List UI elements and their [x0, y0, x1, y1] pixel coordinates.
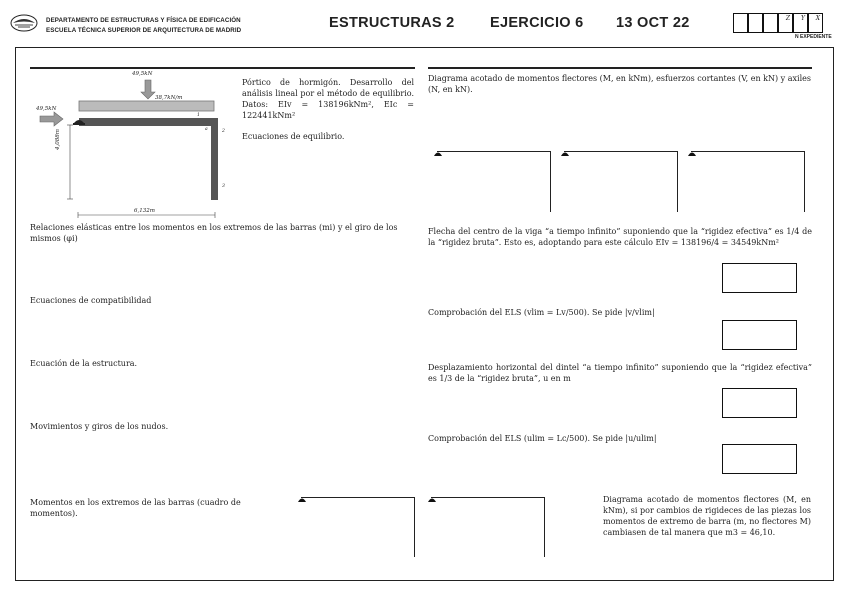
node-2-label: 2	[222, 129, 225, 134]
course-title: ESTRUCTURAS 2	[329, 15, 455, 31]
dept-line-2: ESCUELA TÉCNICA SUPERIOR DE ARQUITECTURA DE MADRID	[46, 27, 242, 34]
deflection-question: Flecha del centro de la viga “a tiempo infinito” suponiendo que la “rigidez efectiva” es 1/4 de la “rigidez bruta”. Esto es, adoptando para este cálculo EIv = 138196/4 = 34549kNm²	[428, 227, 812, 247]
expediente-cell[interactable]: X	[808, 13, 823, 33]
structure-equation-label: Ecuación de la estructura.	[30, 359, 138, 368]
equilibrium-equations-label: Ecuaciones de equilibrio.	[242, 132, 345, 141]
horizontal-displacement-question: Desplazamiento horizontal del dintel “a tiempo infinito” suponiendo que la “rigidez efectiva” es 1/3 de la “rigidez bruta”, u en m	[428, 363, 812, 383]
pin-support-icon	[688, 150, 696, 156]
expediente-box	[733, 0, 843, 42]
intro-text: Pórtico de hormigón. Desarrollo del análisis lineal por el método de equilibrio. Datos: EIv = 138196kNm², EIc = 122441kNm²	[242, 78, 414, 120]
expediente-cell[interactable]	[763, 13, 778, 33]
els-deflection-question: Comprobación del ELS (vlim = Lv/500). Se pide |v/vlim|	[428, 308, 655, 317]
moment-table-frame[interactable]	[301, 497, 415, 557]
pin-support-icon	[434, 150, 442, 156]
expediente-cell[interactable]: Y	[793, 13, 808, 33]
height-dimension: 4,088m	[55, 129, 61, 150]
els-horizontal-question: Comprobación del ELS (ulim = Lc/500). Se pide |u/ulim|	[428, 434, 657, 443]
moment-diagram-frame[interactable]	[437, 151, 551, 212]
elastic-relations-label: Relaciones elásticas entre los momentos en los extremos de las barras (mi) y el giro de los mismos (φi)	[30, 223, 398, 243]
expediente-cell[interactable]: Z	[778, 13, 793, 33]
point-load-label: 49,5kN	[132, 71, 153, 77]
expediente-label: N EXPEDIENTE	[795, 34, 832, 40]
compatibility-label: Ecuaciones de compatibilidad	[30, 296, 152, 305]
deflection-answer-box[interactable]	[722, 263, 797, 293]
expediente-cell[interactable]	[748, 13, 763, 33]
node-1-label: 1	[197, 113, 200, 118]
horizontal-displacement-answer-box[interactable]	[722, 388, 797, 418]
exercise-title: EJERCICIO 6	[490, 15, 584, 31]
pin-support-icon	[428, 496, 436, 502]
pin-support-icon	[298, 496, 306, 502]
els-horizontal-answer-box[interactable]	[722, 444, 797, 474]
axial-diagram-frame[interactable]	[691, 151, 805, 212]
node-movements-label: Movimientos y giros de los nudos.	[30, 422, 169, 431]
expediente-cell[interactable]	[733, 13, 748, 33]
university-seal-icon	[10, 14, 38, 32]
horizontal-load-label: 49,5kN	[36, 106, 57, 112]
els-deflection-answer-box[interactable]	[722, 320, 797, 350]
node-a-label: a	[205, 127, 208, 132]
modified-moment-question: Diagrama acotado de momentos flectores (M, en kNm), si por cambios de rigideces de las piezas los momentos de extremo de barra (m, no flectores M) cambiasen de tal manera que m3 = 46,10.	[603, 495, 811, 537]
node-3-label: 3	[222, 184, 225, 189]
diagram-instructions: Diagrama acotado de momentos flectores (M, en kNm), esfuerzos cortantes (V, en kN) y axiles (N, en kN).	[428, 74, 811, 94]
modified-moment-diagram-frame[interactable]	[431, 497, 545, 557]
moments-table-label: Momentos en los extremos de las barras (cuadro de momentos).	[30, 498, 241, 518]
exam-date: 13 OCT 22	[616, 15, 690, 31]
shear-diagram-frame[interactable]	[564, 151, 678, 212]
dept-line-1: DEPARTAMENTO DE ESTRUCTURAS Y FÍSICA DE EDIFICACIÓN	[46, 17, 241, 24]
span-dimension: 6,132m	[134, 208, 155, 214]
pin-support-icon	[561, 150, 569, 156]
right-rule	[428, 67, 812, 69]
distributed-load-label: 38,7kN/m	[155, 95, 183, 101]
